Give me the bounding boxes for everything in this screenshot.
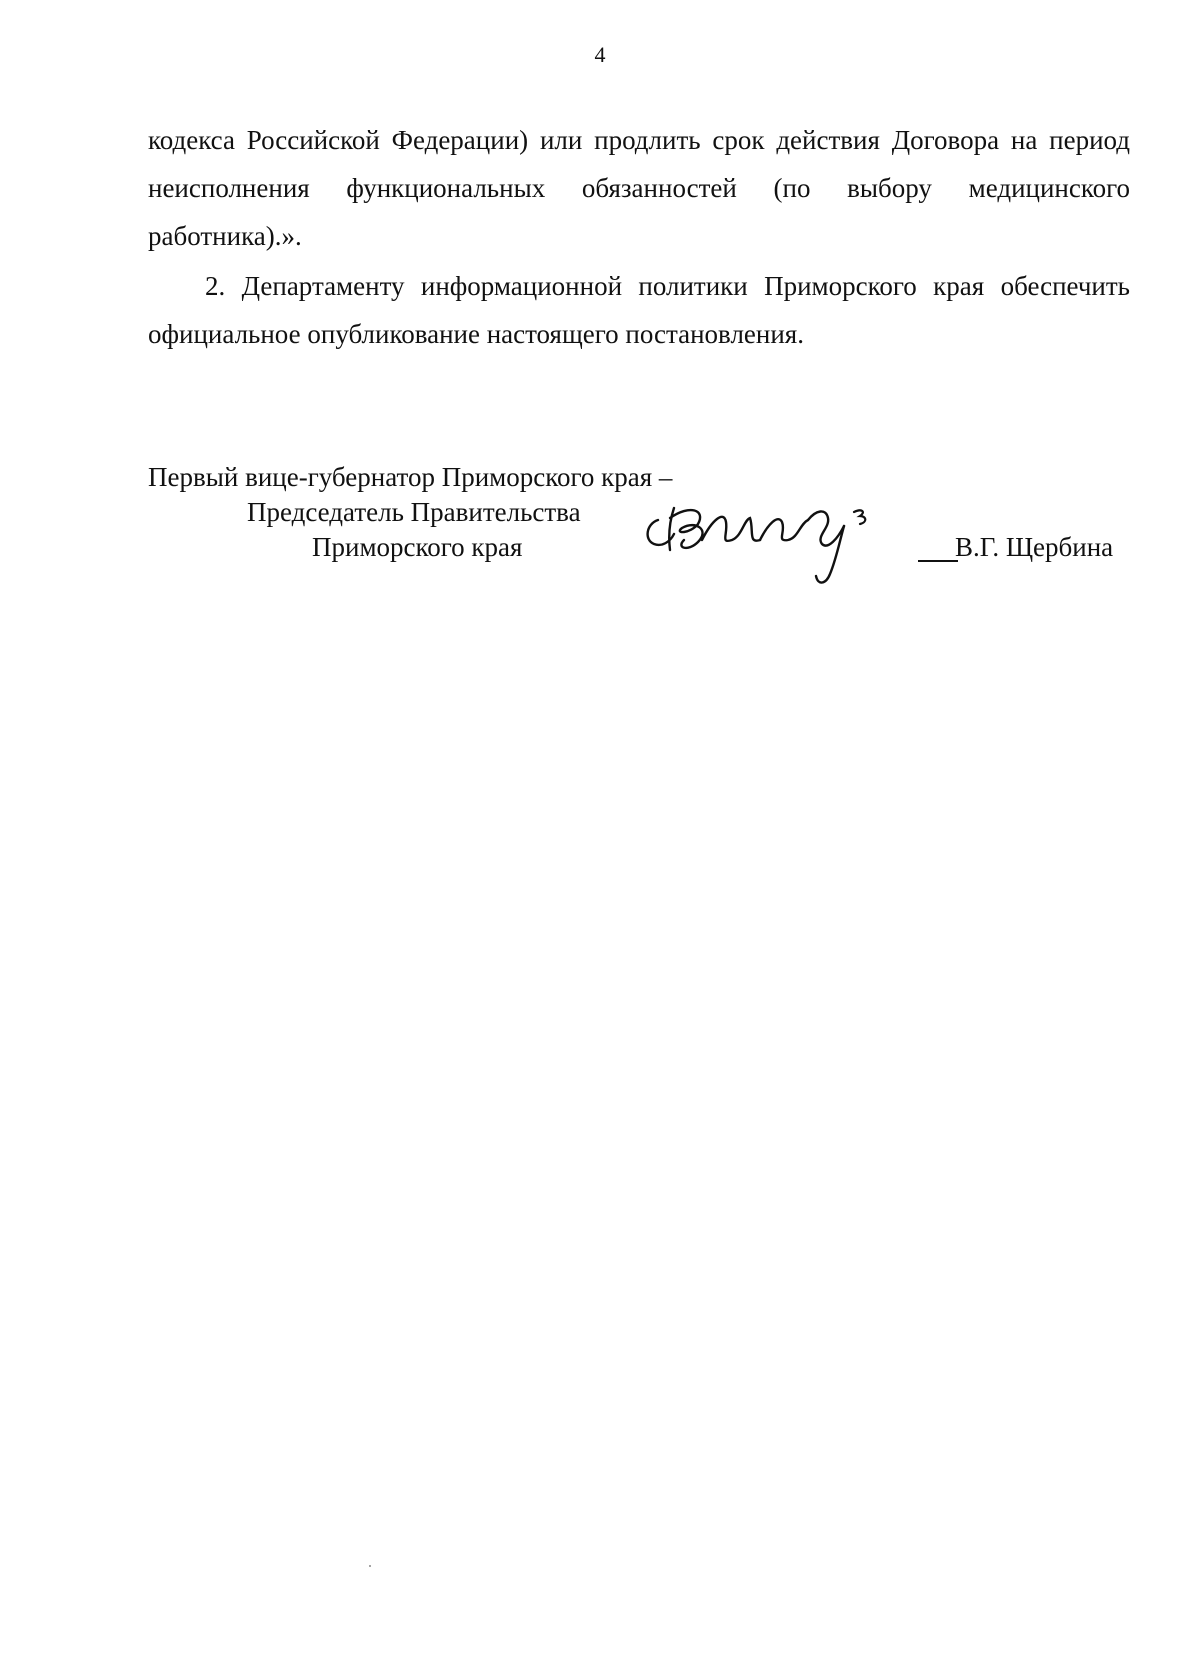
signer-title-line-3: Приморского края: [312, 532, 523, 562]
page-number: 4: [594, 42, 606, 67]
paragraph-continuation: кодекса Российской Федерации) или продлить срок действия Договора на период неисполнения функциональных обязанностей (по выбору медицинского работника).».: [148, 125, 1130, 251]
signature-underline: [918, 560, 958, 562]
signer-title-line-1: Первый вице-губернатор Приморского края –: [148, 462, 673, 492]
handwritten-signature: [640, 500, 920, 610]
signer-title-line-2: Председатель Правительства: [247, 497, 581, 527]
scan-speck: [369, 1565, 371, 1567]
signer-name: В.Г. Щербина: [955, 532, 1114, 562]
paragraph-item-2: 2. Департаменту информационной политики Приморского края обеспечить официальное опубликование настоящего постановления.: [148, 271, 1130, 349]
